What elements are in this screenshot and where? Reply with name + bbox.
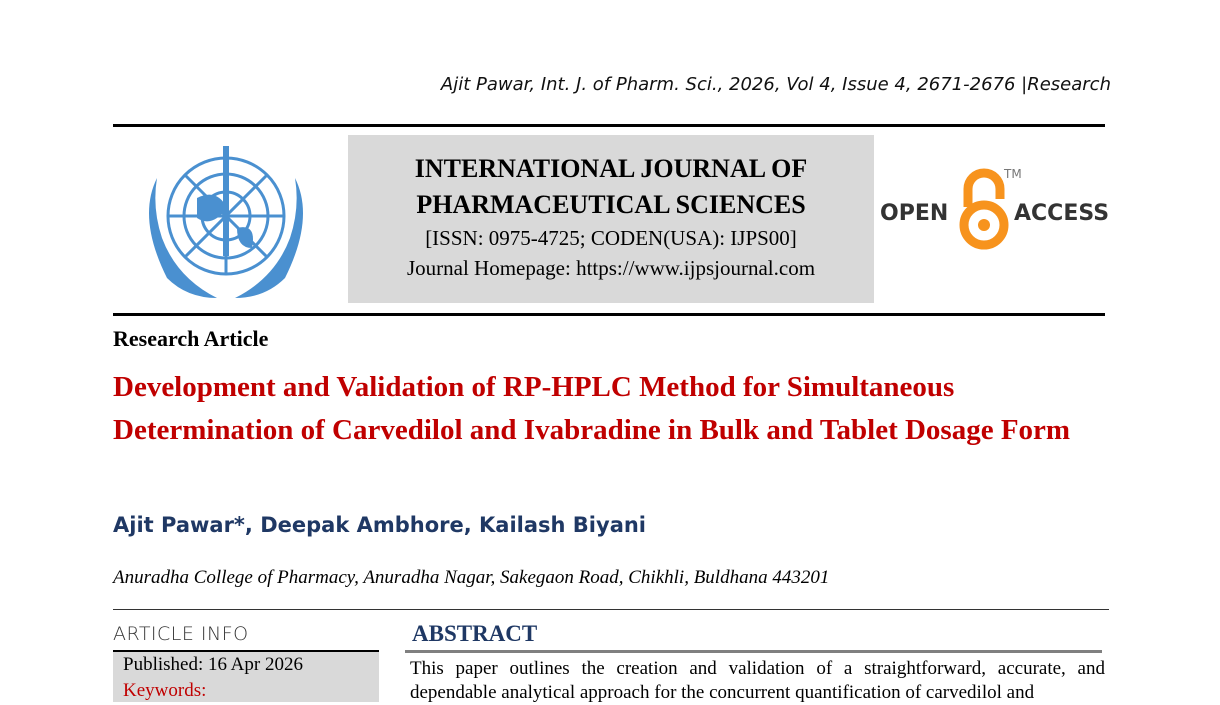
article-info-heading: ARTICLE INFO	[113, 623, 249, 645]
section-divider	[113, 609, 1109, 610]
abstract-heading: ABSTRACT	[412, 621, 538, 646]
keywords-label: Keywords:	[123, 680, 207, 701]
open-access-logo	[880, 165, 1110, 255]
journal-emblem-logo	[127, 138, 325, 306]
journal-name-line2: PHARMACEUTICAL SCIENCES	[416, 190, 806, 219]
running-header-citation: Ajit Pawar, Int. J. of Pharm. Sci., 2026, Vol 4, Issue 4, 2671-2676 |Research	[440, 74, 1111, 95]
author-affiliation: Anuradha College of Pharmacy, Anuradha Nagar, Sakegaon Road, Chikhli, Buldhana 443201	[113, 567, 830, 588]
open-access-open-text: OPEN	[880, 201, 949, 226]
abstract-text: This paper outlines the creation and validation of a straightforward, accurate, and dependable analytical approach for the concurrent quantification of carvedilol and	[410, 658, 1105, 703]
article-authors: Ajit Pawar*, Deepak Ambhore, Kailash Biyani	[113, 513, 647, 537]
abstract-rule	[405, 650, 1102, 653]
header-rule-top	[113, 124, 1105, 127]
published-date: Published: 16 Apr 2026	[123, 654, 303, 675]
journal-masthead	[348, 135, 874, 303]
journal-homepage[interactable]: Journal Homepage: https://www.ijpsjournal.com	[406, 256, 816, 280]
article-type: Research Article	[113, 326, 269, 351]
journal-issn: [ISSN: 0975-4725; CODEN(USA): IJPS00]	[425, 226, 797, 250]
journal-name-line1: INTERNATIONAL JOURNAL OF	[414, 154, 808, 183]
header-rule-bottom	[113, 313, 1105, 316]
trademark: TM	[1004, 167, 1022, 181]
open-access-access-text: ACCESS	[1014, 201, 1110, 226]
article-title: Development and Validation of RP-HPLC Method for Simultaneous Determination of Carvedilol and Ivabradine in Bulk and Tablet Dosage Form	[113, 371, 1071, 446]
